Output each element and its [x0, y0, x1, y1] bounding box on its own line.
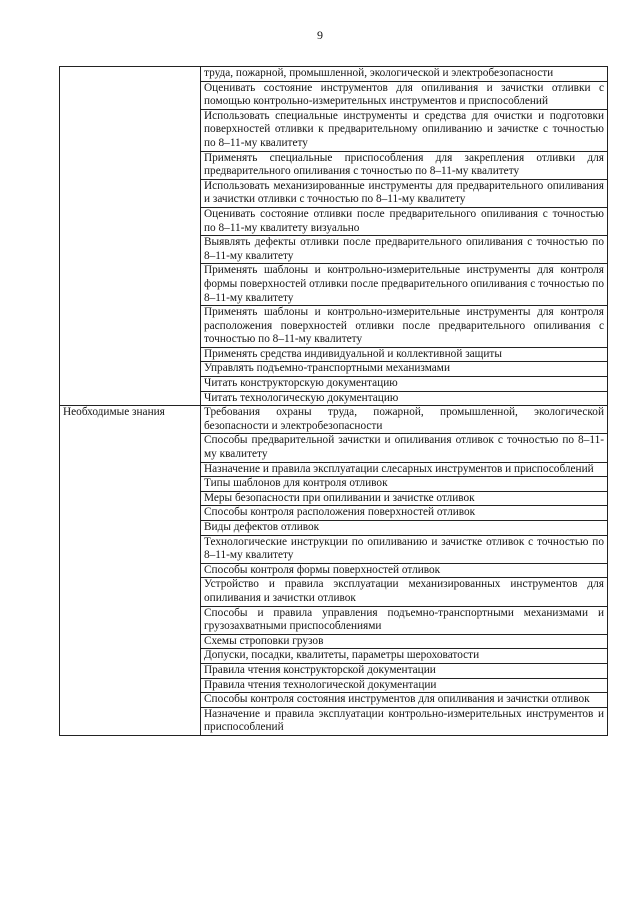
- table-cell-text: Назначение и правила эксплуатации слесарных инструментов и приспособлений: [201, 462, 608, 477]
- section-label-skills: [60, 67, 201, 406]
- table-cell-text: Оценивать состояние отливки после предварительного опиливания с точностью по 8–11-му квалитету визуально: [201, 207, 608, 235]
- page-number: 9: [317, 28, 323, 42]
- table-cell-text: труда, пожарной, промышленной, экологической и электробезопасности: [201, 67, 608, 82]
- table-cell-text: Типы шаблонов для контроля отливок: [201, 477, 608, 492]
- table-cell-text: Способы контроля формы поверхностей отливок: [201, 563, 608, 578]
- requirements-table: [59, 66, 608, 736]
- table-cell-text: Применять специальные приспособления для закрепления отливки для предварительного опиливания с точностью по 8–11-му квалитету: [201, 151, 608, 179]
- table-cell-text: Использовать специальные инструменты и средства для очистки и подготовки поверхностей отливки к предварительному опиливанию и зачистке с точностью по 8–11-му квалитету: [201, 109, 608, 151]
- table-cell-text: Способы предварительной зачистки и опиливания отливок с точностью по 8–11-му квалитету: [201, 434, 608, 462]
- table-cell-text: Устройство и правила эксплуатации механизированных инструментов для опиливания и зачистки отливок: [201, 578, 608, 606]
- table-cell-text: Технологические инструкции по опиливанию и зачистке отливок с точностью по 8–11-му квалитету: [201, 535, 608, 563]
- table-row: [60, 406, 608, 434]
- table-cell-text: Читать конструкторскую документацию: [201, 377, 608, 392]
- table-cell-text: Схемы строповки грузов: [201, 634, 608, 649]
- table-row: [60, 67, 608, 82]
- table-cell-text: Меры безопасности при опиливании и зачистке отливок: [201, 491, 608, 506]
- table-cell-text: Применять средства индивидуальной и коллективной защиты: [201, 347, 608, 362]
- section-label-knowledge: Необходимые знания: [60, 406, 201, 736]
- table-cell-text: Выявлять дефекты отливки после предварительного опиливания с точностью по 8–11-му квалитету: [201, 236, 608, 264]
- table-cell-text: Допуски, посадки, квалитеты, параметры шероховатости: [201, 649, 608, 664]
- table-cell-text: Виды дефектов отливок: [201, 521, 608, 536]
- table-cell-text: Оценивать состояние инструментов для опиливания и зачистки отливки с помощью контрольно-измерительных инструментов и приспособлений: [201, 81, 608, 109]
- table-cell-text: Правила чтения конструкторской документации: [201, 663, 608, 678]
- table-cell-text: Правила чтения технологической документации: [201, 678, 608, 693]
- table-cell-text: Способы и правила управления подъемно-транспортными механизмами и грузозахватными приспособлениями: [201, 606, 608, 634]
- table-cell-text: Читать технологическую документацию: [201, 391, 608, 406]
- table-cell-text: Требования охраны труда, пожарной, промышленной, экологической безопасности и электробезопасности: [201, 406, 608, 434]
- table-cell-text: Применять шаблоны и контрольно-измерительные инструменты для контроля расположения поверхностей отливки после предварительного опиливания с точностью по 8–11-му квалитету: [201, 306, 608, 348]
- table-cell-text: Применять шаблоны и контрольно-измерительные инструменты для контроля формы поверхностей отливки после предварительного опиливания с точностью по 8–11-му квалитету: [201, 264, 608, 306]
- table-cell-text: Назначение и правила эксплуатации контрольно-измерительных инструментов и приспособлений: [201, 707, 608, 735]
- table-cell-text: Использовать механизированные инструменты для предварительного опиливания и зачистки отливки с точностью по 8–11-му квалитету: [201, 179, 608, 207]
- table-cell-text: Способы контроля расположения поверхностей отливок: [201, 506, 608, 521]
- table-cell-text: Способы контроля состояния инструментов для опиливания и зачистки отливок: [201, 693, 608, 708]
- table-cell-text: Управлять подъемно-транспортными механизмами: [201, 362, 608, 377]
